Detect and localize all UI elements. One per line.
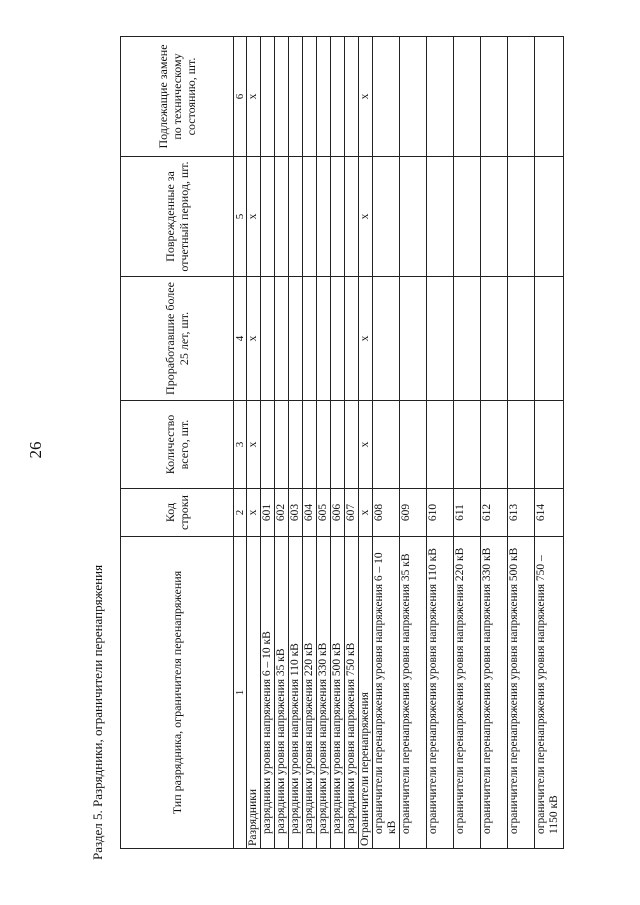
row-damaged (427, 157, 454, 277)
row-over-25 (400, 277, 427, 401)
row-to-replace (317, 37, 331, 157)
row-type: разрядники уровня напряжения 6 – 10 кВ (261, 537, 275, 849)
row-to-replace (303, 37, 317, 157)
row-over-25: x (247, 277, 261, 401)
row-over-25 (535, 277, 564, 401)
row-total: x (247, 401, 261, 489)
row-damaged (454, 157, 481, 277)
row-total (400, 401, 427, 489)
col-header-code: Код строки (121, 489, 234, 537)
col-header-over-25-years: Проработавшие более 25 лет, шт. (121, 277, 234, 401)
row-over-25 (303, 277, 317, 401)
row-total (261, 401, 275, 489)
row-total (508, 401, 535, 489)
row-to-replace (535, 37, 564, 157)
row-over-25 (289, 277, 303, 401)
row-to-replace (508, 37, 535, 157)
row-over-25 (454, 277, 481, 401)
row-total (427, 401, 454, 489)
row-over-25 (331, 277, 345, 401)
row-damaged (345, 157, 359, 277)
col-number: 2 (234, 489, 247, 537)
row-damaged (400, 157, 427, 277)
row-total (454, 401, 481, 489)
row-code: 610 (427, 489, 454, 537)
table-row (373, 37, 400, 849)
row-to-replace: x (359, 37, 373, 157)
table-row (247, 37, 261, 849)
col-number: 1 (234, 537, 247, 849)
row-type: разрядники уровня напряжения 220 кВ (303, 537, 317, 849)
row-type: Разрядники (247, 537, 261, 849)
row-total (373, 401, 400, 489)
row-damaged (317, 157, 331, 277)
row-damaged (275, 157, 289, 277)
table-row (275, 37, 289, 849)
row-damaged (261, 157, 275, 277)
col-header-damaged: Поврежденные за отчетный период, шт. (121, 157, 234, 277)
row-damaged (331, 157, 345, 277)
numbering-row (234, 37, 247, 849)
row-code: x (359, 489, 373, 537)
col-number: 3 (234, 401, 247, 489)
row-to-replace (454, 37, 481, 157)
row-type: разрядники уровня напряжения 35 кВ (275, 537, 289, 849)
row-code: 613 (508, 489, 535, 537)
row-damaged (373, 157, 400, 277)
table-row (261, 37, 275, 849)
row-total (317, 401, 331, 489)
row-damaged: x (247, 157, 261, 277)
row-code: 609 (400, 489, 427, 537)
col-number: 4 (234, 277, 247, 401)
col-header-to-replace: Подлежащие замене по техническому состоянию, шт. (121, 37, 234, 157)
table-row (481, 37, 508, 849)
row-total (345, 401, 359, 489)
row-type: ограничители перенапряжения уровня напряжения 500 кВ (508, 537, 535, 849)
row-type: ограничители перенапряжения уровня напряжения 35 кВ (400, 537, 427, 849)
table-row (303, 37, 317, 849)
table-row (427, 37, 454, 849)
row-damaged (303, 157, 317, 277)
row-type: разрядники уровня напряжения 330 кВ (317, 537, 331, 849)
col-number: 6 (234, 37, 247, 157)
row-type: ограничители перенапряжения уровня напряжения 220 кВ (454, 537, 481, 849)
row-to-replace (373, 37, 400, 157)
row-type: разрядники уровня напряжения 500 кВ (331, 537, 345, 849)
row-type: ограничители перенапряжения уровня напряжения 330 кВ (481, 537, 508, 849)
row-type: ограничители перенапряжения уровня напряжения 750 – 1150 кВ (535, 537, 564, 849)
page-number: 26 (26, 441, 45, 459)
row-code: 614 (535, 489, 564, 537)
table-row (317, 37, 331, 849)
row-damaged: x (359, 157, 373, 277)
table-row (535, 37, 564, 849)
row-to-replace (261, 37, 275, 157)
table-row (289, 37, 303, 849)
table-row (359, 37, 373, 849)
row-code: 605 (317, 489, 331, 537)
row-code: 602 (275, 489, 289, 537)
row-damaged (508, 157, 535, 277)
section-title: Раздел 5. Разрядники, ограничители перенапряжения (90, 564, 105, 860)
row-code: 611 (454, 489, 481, 537)
row-to-replace: x (247, 37, 261, 157)
table-row (454, 37, 481, 849)
row-code: 608 (373, 489, 400, 537)
row-type: ограничители перенапряжения уровня напряжения 6 – 10 кВ (373, 537, 400, 849)
row-to-replace (427, 37, 454, 157)
row-type: ограничители перенапряжения уровня напряжения 110 кВ (427, 537, 454, 849)
row-code: 601 (261, 489, 275, 537)
row-to-replace (345, 37, 359, 157)
row-over-25: x (359, 277, 373, 401)
row-over-25 (345, 277, 359, 401)
row-damaged (481, 157, 508, 277)
row-code: 603 (289, 489, 303, 537)
row-type: Ограничители перенапряжения (359, 537, 373, 849)
row-code: x (247, 489, 261, 537)
row-type: разрядники уровня напряжения 110 кВ (289, 537, 303, 849)
row-total: x (359, 401, 373, 489)
row-type: разрядники уровня напряжения 750 кВ (345, 537, 359, 849)
row-total (535, 401, 564, 489)
row-total (289, 401, 303, 489)
row-damaged (535, 157, 564, 277)
row-code: 612 (481, 489, 508, 537)
row-to-replace (400, 37, 427, 157)
row-to-replace (275, 37, 289, 157)
row-code: 606 (331, 489, 345, 537)
table-row (508, 37, 535, 849)
table-row (331, 37, 345, 849)
row-damaged (289, 157, 303, 277)
row-over-25 (481, 277, 508, 401)
row-over-25 (508, 277, 535, 401)
col-header-total: Количество всего, шт. (121, 401, 234, 489)
row-over-25 (261, 277, 275, 401)
header-row (121, 37, 234, 849)
row-to-replace (481, 37, 508, 157)
row-over-25 (427, 277, 454, 401)
arresters-table (120, 36, 564, 849)
row-total (275, 401, 289, 489)
col-number: 5 (234, 157, 247, 277)
row-over-25 (373, 277, 400, 401)
row-total (303, 401, 317, 489)
row-code: 607 (345, 489, 359, 537)
row-total (481, 401, 508, 489)
table-row (400, 37, 427, 849)
row-over-25 (275, 277, 289, 401)
row-total (331, 401, 345, 489)
row-to-replace (331, 37, 345, 157)
row-to-replace (289, 37, 303, 157)
row-code: 604 (303, 489, 317, 537)
col-header-type: Тип разрядника, ограничителя перенапряжения (121, 537, 234, 849)
table-row (345, 37, 359, 849)
row-over-25 (317, 277, 331, 401)
